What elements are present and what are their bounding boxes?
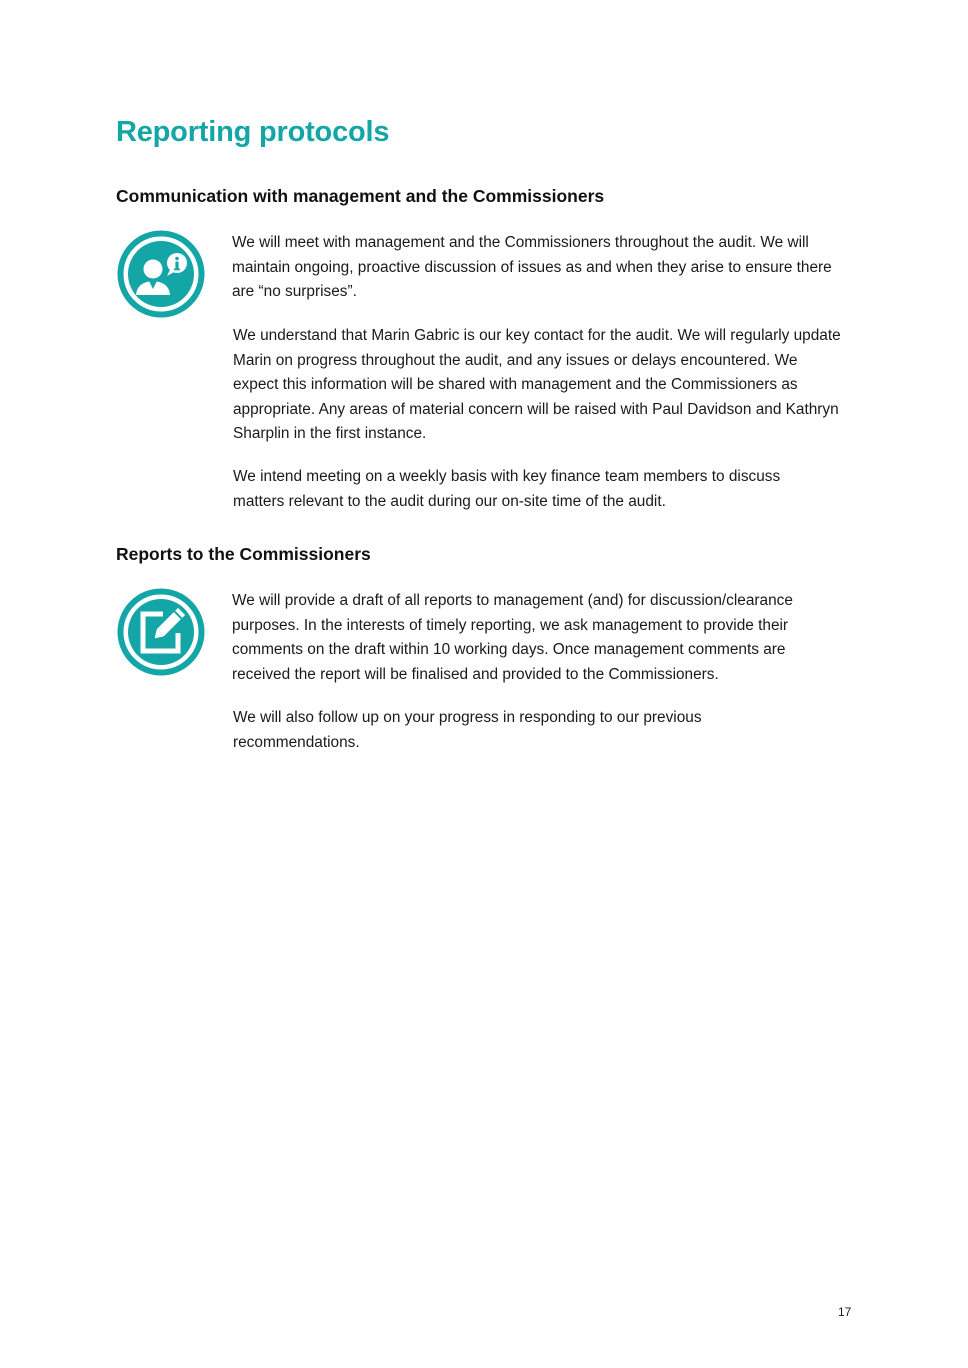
page-number: 17 [838,1305,852,1319]
page-title: Reporting protocols [116,116,390,148]
edit-document-icon [116,587,206,677]
person-info-icon [116,229,206,319]
section-heading-reports: Reports to the Commissioners [116,544,371,564]
section-heading-communication: Communication with management and the Commissioners [116,186,605,206]
section-1-paragraph-3: We intend meeting on a weekly basis with key finance team members to discuss matters relevant to the audit during our on-site time of the audit. [233,468,781,510]
section-1-paragraph-2: We understand that Marin Gabric is our key contact for the audit. We will regularly update Marin on progress throughout the audit, and any issues or delays encountered. We expect this information will be shared with management and the Commissioners as appropriate. Any areas of material concern will be raised with Paul Davidson and Kathryn Sharplin in the first instance. [233,327,841,442]
section-2-paragraph-2: We will also follow up on your progress in responding to our previous recommendations. [233,709,702,751]
section-1-paragraph-1: We will meet with management and the Commissioners throughout the audit. We will maintain ongoing, proactive discussion of issues as and when they arise to ensure there are “no surprises”. [232,234,832,300]
section-2-paragraph-1: We will provide a draft of all reports to management (and) for discussion/clearance purposes. In the interests of timely reporting, we ask management to provide their comments on the draft within 10 working days. Once management comments are received the report will be finalised and provided to the Commissioners. [232,592,793,683]
